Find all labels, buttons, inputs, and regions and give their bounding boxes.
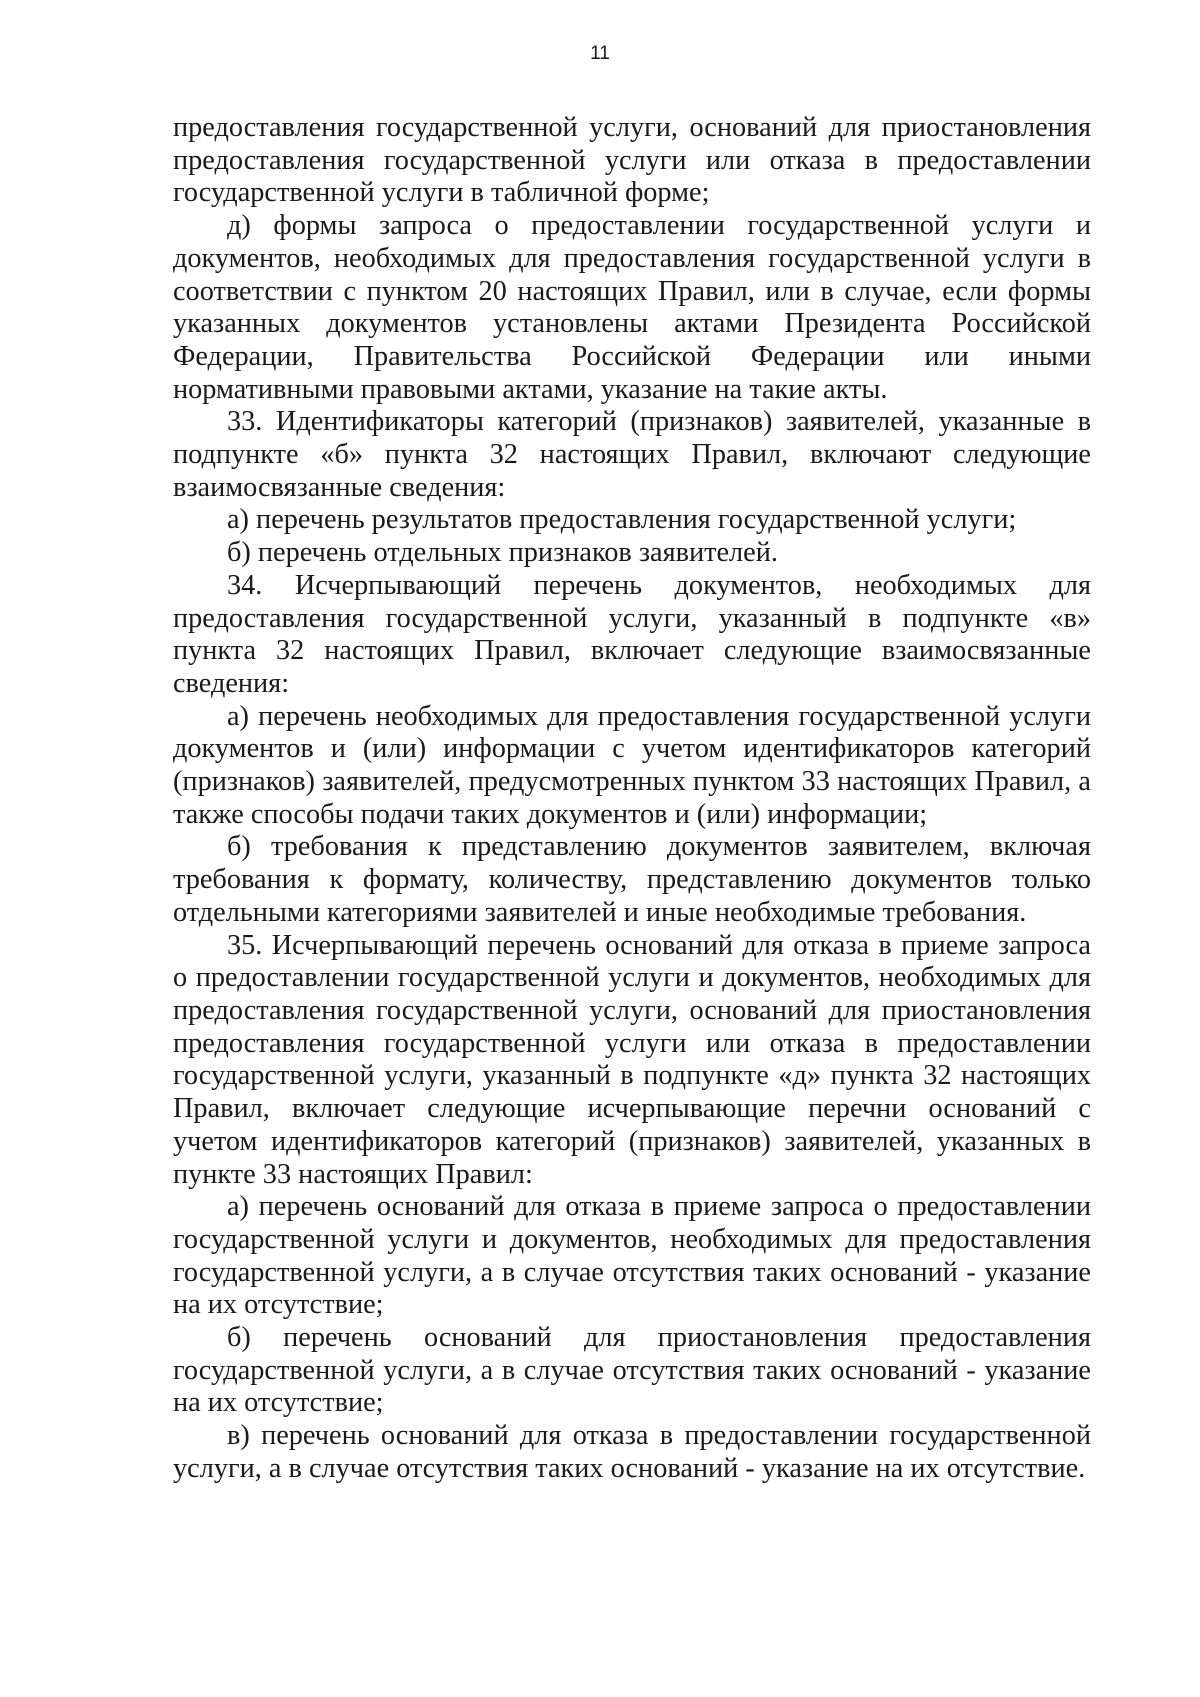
paragraph-clause-33: 33. Идентификаторы категорий (признаков) заявителей, указанные в подпункте «б» пункта 32 настоящих Правил, включают следующие взаимосвязанные сведения: bbox=[173, 406, 1091, 503]
document-body bbox=[173, 112, 1091, 1486]
paragraph-clause-34: 34. Исчерпывающий перечень документов, необходимых для предоставления государственной услуги, указанный в подпункте «в» пункта 32 настоящих Правил, включает следующие взаимосвязанные сведения: bbox=[173, 569, 1091, 699]
paragraph-continuation: предоставления государственной услуги, оснований для приостановления предоставления государственной услуги или отказа в предоставлении государственной услуги в табличной форме; bbox=[173, 112, 1091, 209]
paragraph-clause-35-c: в) перечень оснований для отказа в предоставлении государственной услуги, а в случае отсутствия таких оснований - указание на их отсутствие. bbox=[173, 1420, 1091, 1484]
paragraph-item-d-forms: д) формы запроса о предоставлении государственной услуги и документов, необходимых для предоставления государственной услуги в соответствии с пунктом 20 настоящих Правил, или в случае, если формы указанных документов установлены актами Президента Российской Федерации, Правительства Российской Федерации или иными нормативными правовыми актами, указание на такие акты. bbox=[173, 210, 1091, 405]
paragraph-clause-35: 35. Исчерпывающий перечень оснований для отказа в приеме запроса о предоставлении государственной услуги и документов, необходимых для предоставления государственной услуги, оснований для приостановления предоставления государственной услуги или отказа в предоставлении государственной услуги, указанный в подпункте «д» пункта 32 настоящих Правил, включает следующие исчерпывающие перечни оснований с учетом идентификаторов категорий (признаков) заявителей, указанных в пункте 33 настоящих Правил: bbox=[173, 929, 1091, 1190]
page-number: 11 bbox=[590, 43, 610, 64]
paragraph-clause-35-a: а) перечень оснований для отказа в приеме запроса о предоставлении государственной услуги и документов, необходимых для предоставления государственной услуги, а в случае отсутствия таких оснований - указание на их отсутствие; bbox=[173, 1191, 1091, 1321]
paragraph-clause-34-a: а) перечень необходимых для предоставления государственной услуги документов и (или) информации с учетом идентификаторов категорий (признаков) заявителей, предусмотренных пунктом 33 настоящих Правил, а также способы подачи таких документов и (или) информации; bbox=[173, 700, 1091, 830]
paragraph-clause-33-b: б) перечень отдельных признаков заявителей. bbox=[227, 537, 778, 569]
paragraph-clause-33-a: а) перечень результатов предоставления государственной услуги; bbox=[227, 504, 1017, 536]
paragraph-clause-35-b: б) перечень оснований для приостановления предоставления государственной услуги, а в случае отсутствия таких оснований - указание на их отсутствие; bbox=[173, 1322, 1091, 1419]
paragraph-clause-34-b: б) требования к представлению документов заявителем, включая требования к формату, количеству, представлению документов только отдельными категориями заявителей и иные необходимые требования. bbox=[173, 831, 1091, 928]
